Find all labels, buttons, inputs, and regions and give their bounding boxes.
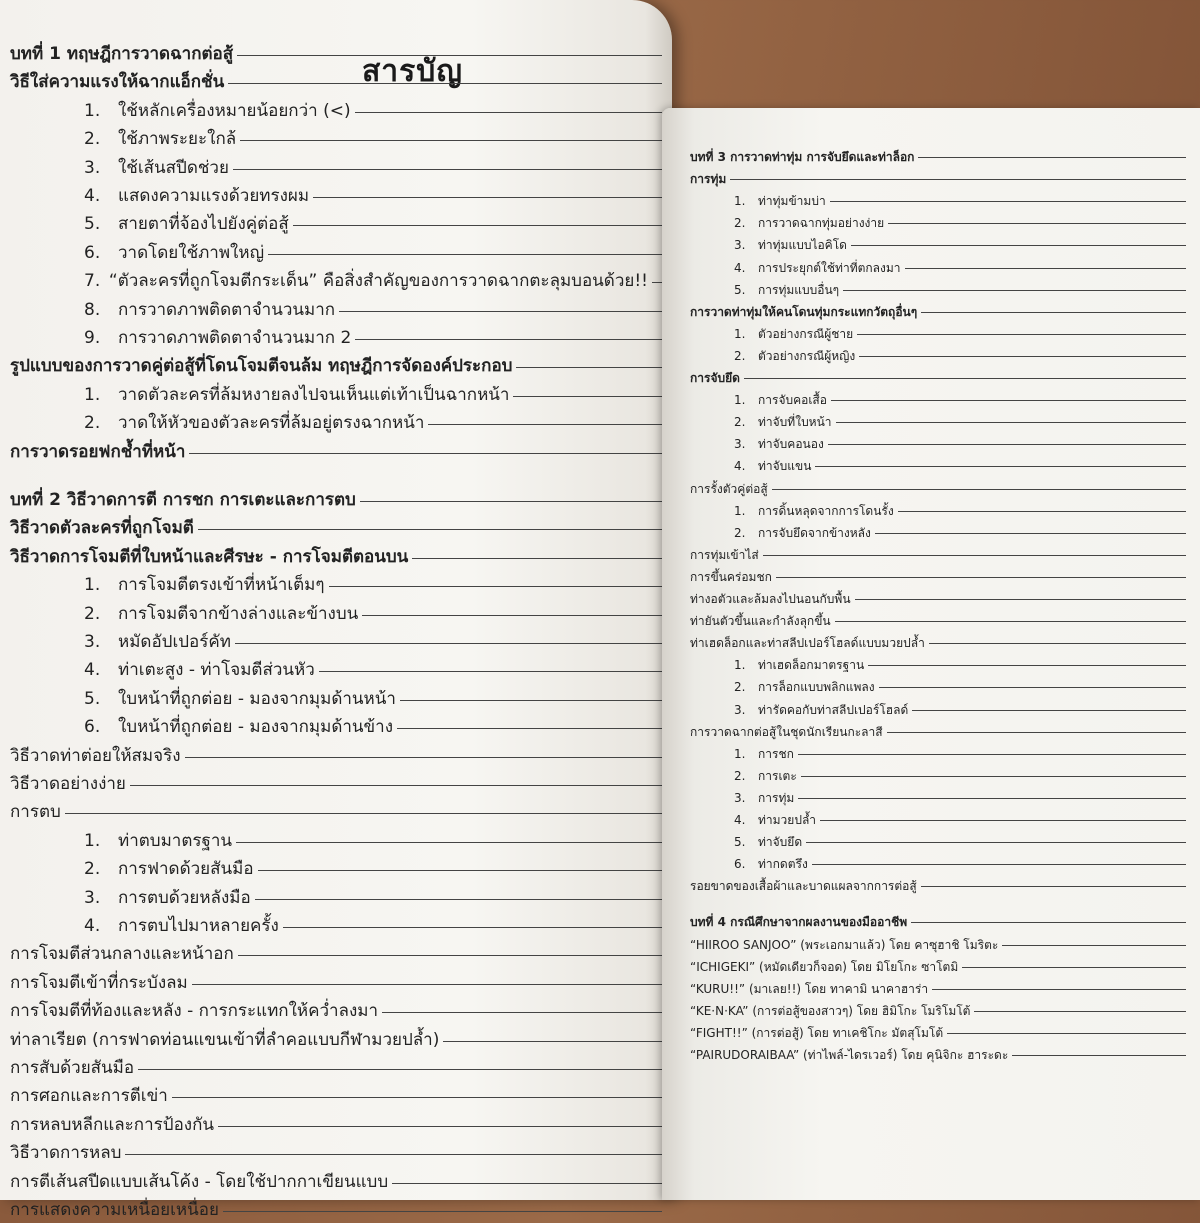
toc-entry bbox=[84, 713, 662, 740]
toc-entry bbox=[10, 1168, 662, 1195]
toc-entry bbox=[10, 1196, 662, 1223]
dot-leader bbox=[1002, 945, 1186, 946]
toc-entry bbox=[734, 855, 1186, 874]
entry-number: 2. bbox=[84, 129, 101, 150]
toc-entry bbox=[10, 486, 662, 513]
toc-entry bbox=[84, 600, 662, 627]
entry-number: 2. bbox=[734, 768, 746, 783]
dot-leader bbox=[921, 886, 1186, 887]
toc-entry bbox=[84, 381, 662, 408]
entry-title: การวาดฉากทุ่มอย่างง่าย bbox=[758, 216, 885, 231]
toc-entry bbox=[84, 827, 662, 854]
dot-leader bbox=[360, 501, 662, 502]
entry-number: 2. bbox=[734, 415, 746, 430]
entry-title: บทที่ 1 ทฤษฎีการวาดฉากต่อสู้ bbox=[10, 44, 234, 64]
entry-title: ท่าลาเรียต (การฟาดท่อนแขนเข้าที่ลำคอแบบกีฬามวยปล้ำ) bbox=[10, 1029, 440, 1050]
dot-leader bbox=[65, 813, 662, 814]
entry-number: 1. bbox=[734, 326, 746, 341]
entry-title: ใช้เส้นสปีดช่วย bbox=[118, 157, 229, 178]
right-page bbox=[662, 108, 1200, 1200]
entry-title: ใบหน้าที่ถูกต่อย - มองจากมุมด้านหน้า bbox=[118, 688, 396, 709]
entry-number: 3. bbox=[734, 238, 746, 253]
entry-title: การตีเส้นสปีดแบบเส้นโค้ง - โดยใช้ปากกาเขียนแบบ bbox=[10, 1171, 389, 1192]
toc-entry bbox=[690, 1024, 1186, 1043]
dot-leader bbox=[255, 899, 662, 900]
toc-entry bbox=[10, 1139, 662, 1166]
entry-title: การเตะ bbox=[758, 768, 797, 783]
toc-entry bbox=[10, 1054, 662, 1081]
toc-entry bbox=[10, 969, 662, 996]
entry-title: การหลบหลีกและการป้องกัน bbox=[10, 1114, 214, 1135]
entry-number: 3. bbox=[734, 437, 746, 452]
toc-entry bbox=[10, 438, 662, 465]
entry-number: 2. bbox=[734, 348, 746, 363]
entry-number: 1. bbox=[84, 575, 101, 596]
dot-leader bbox=[763, 555, 1186, 556]
entry-title: การทุ่ม bbox=[690, 172, 727, 187]
toc-entry bbox=[10, 997, 662, 1024]
toc-entry bbox=[10, 352, 662, 379]
entry-title: ท่าทุ่มข้ามบ่า bbox=[758, 194, 826, 209]
dot-leader bbox=[313, 197, 662, 198]
dot-leader bbox=[776, 577, 1186, 578]
dot-leader bbox=[947, 1033, 1186, 1034]
dot-leader bbox=[258, 870, 662, 871]
toc-entry bbox=[734, 259, 1186, 278]
toc-entry bbox=[734, 281, 1186, 300]
entry-title: วาดให้หัวของตัวละครที่ล้มอยู่ตรงฉากหน้า bbox=[118, 413, 425, 434]
toc-entry bbox=[690, 590, 1186, 609]
entry-number: 6. bbox=[734, 857, 746, 872]
dot-leader bbox=[240, 140, 662, 141]
entry-title: แสดงความแรงด้วยทรงผม bbox=[118, 186, 310, 206]
toc-entry bbox=[734, 435, 1186, 454]
entry-title: การทุ่มแบบอื่นๆ bbox=[758, 282, 840, 297]
toc-entry bbox=[690, 170, 1186, 189]
entry-title: ท่าเฮดล็อกและท่าสลีปเปอร์โฮลด์แบบมวยปล้ำ bbox=[690, 636, 925, 651]
entry-number: 3. bbox=[84, 157, 101, 178]
entry-title: การดิ้นหลุดจากการโดนรั้ง bbox=[758, 503, 894, 518]
dot-leader bbox=[355, 112, 662, 113]
entry-title: ท่างอตัวและล้มลงไปนอนกับพื้น bbox=[690, 592, 851, 606]
entry-title: การวาดรอยฟกช้ำที่หน้า bbox=[10, 441, 186, 462]
dot-leader bbox=[397, 728, 662, 729]
entry-title: การโจมตีตรงเข้าที่หน้าเต็มๆ bbox=[118, 575, 325, 596]
entry-number: 5. bbox=[734, 282, 746, 297]
toc-entry bbox=[690, 612, 1186, 631]
entry-number: 1. bbox=[734, 658, 746, 673]
dot-leader bbox=[918, 157, 1186, 158]
entry-number: 2. bbox=[734, 680, 746, 695]
dot-leader bbox=[962, 967, 1186, 968]
entry-title: การแสดงความเหนื่อยเหนื่อย bbox=[10, 1200, 219, 1220]
entry-title: “KE·N·KA” (การต่อสู้ของสาวๆ) โดย ฮิมิโกะ โมริโมโต้ bbox=[690, 1003, 971, 1018]
toc-entry bbox=[734, 325, 1186, 344]
entry-title: การโจมตีเข้าที่กระบังลม bbox=[10, 972, 188, 993]
entry-title: การประยุกต์ใช้ท่าที่ตกลงมา bbox=[758, 260, 901, 275]
toc-entry bbox=[734, 678, 1186, 697]
entry-title: วิธีวาดการโจมตีที่ใบหน้าและศีรษะ - การโจมตีตอนบน bbox=[10, 546, 409, 567]
entry-title: บทที่ 4 กรณีศึกษาจากผลงานของมืออาชีพ bbox=[690, 915, 908, 930]
dot-leader bbox=[339, 311, 662, 312]
dot-leader bbox=[382, 1012, 662, 1013]
dot-leader bbox=[130, 785, 662, 786]
toc-entry bbox=[84, 628, 662, 655]
toc-entry bbox=[690, 958, 1186, 977]
toc-entry bbox=[690, 936, 1186, 955]
dot-leader bbox=[238, 955, 662, 956]
entry-title: ท่าจับคอนอง bbox=[758, 437, 824, 452]
toc-entry bbox=[690, 877, 1186, 896]
entry-title: ท่ากดตรึง bbox=[758, 857, 808, 872]
entry-title: วิธีวาดตัวละครที่ถูกโจมตี bbox=[10, 518, 194, 539]
entry-number: 1. bbox=[734, 393, 746, 408]
dot-leader bbox=[875, 533, 1186, 534]
toc-entry bbox=[734, 413, 1186, 432]
toc-entry bbox=[734, 524, 1186, 543]
dot-leader bbox=[400, 700, 662, 701]
entry-title: การรั้งตัวคู่ต่อสู้ bbox=[690, 481, 768, 496]
entry-number: 6. bbox=[84, 242, 101, 263]
dot-leader bbox=[921, 312, 1186, 313]
entry-number: 1. bbox=[734, 194, 746, 209]
entry-title: ท่าเฮดล็อกมาตรฐาน bbox=[758, 658, 865, 673]
toc-entry bbox=[84, 125, 662, 152]
toc-entry bbox=[84, 912, 662, 939]
entry-title: วิธีวาดอย่างง่าย bbox=[10, 774, 126, 794]
entry-title: การตบ bbox=[10, 802, 61, 823]
entry-number: 4. bbox=[734, 459, 746, 474]
dot-leader bbox=[223, 1211, 662, 1212]
toc-entry bbox=[690, 546, 1186, 565]
entry-title: “PAIRUDORAIBAA” (ท่าไพล์-ไดรเวอร์) โดย คุนิจิกะ ฮาระดะ bbox=[690, 1048, 1009, 1062]
toc-entry bbox=[10, 770, 662, 797]
dot-leader bbox=[652, 282, 662, 283]
dot-leader bbox=[815, 466, 1186, 467]
toc-entry bbox=[734, 502, 1186, 521]
dot-leader bbox=[898, 511, 1186, 512]
entry-number: 3. bbox=[84, 887, 101, 908]
toc-entry bbox=[690, 1002, 1186, 1021]
entry-title: การตบไปมาหลายครั้ง bbox=[118, 916, 279, 936]
entry-title: การวาดภาพติดตาจำนวนมาก bbox=[118, 299, 336, 320]
entry-title: การทุ่ม bbox=[758, 790, 795, 805]
toc-entry bbox=[690, 980, 1186, 999]
dot-leader bbox=[355, 339, 662, 340]
entry-title: ท่าทุ่มแบบไอคิโด bbox=[758, 238, 847, 253]
entry-title: การตบด้วยหลังมือ bbox=[118, 887, 251, 908]
toc-entry bbox=[10, 798, 662, 825]
dot-leader bbox=[268, 254, 662, 255]
dot-leader bbox=[798, 754, 1186, 755]
entry-title: การทุ่มเข้าไส่ bbox=[690, 547, 759, 562]
toc-entry bbox=[690, 913, 1186, 932]
entry-title: วิธีใส่ความแรงให้ฉากแอ็กชั่น bbox=[10, 72, 225, 93]
toc-entry bbox=[10, 1082, 662, 1109]
dot-leader bbox=[744, 378, 1186, 379]
entry-title: บทที่ 3 การวาดท่าทุ่ม การจับยึดและท่าล็อก bbox=[690, 150, 915, 164]
entry-title: รูปแบบของการวาดคู่ต่อสู้ที่โดนโจมตีจนล้ม ทฤษฎีการจัดองค์ประกอบ bbox=[10, 356, 513, 377]
entry-title: การล็อกแบบพลิกแพลง bbox=[758, 680, 875, 695]
dot-leader bbox=[392, 1183, 662, 1184]
toc-entry bbox=[84, 409, 662, 436]
dot-leader bbox=[329, 586, 662, 587]
toc-entry bbox=[84, 685, 662, 712]
entry-title: ท่ารัดคอกับท่าสลีปเปอร์โฮลด์ bbox=[758, 702, 909, 717]
entry-title: สายตาที่จ้องไปยังคู่ต่อสู้ bbox=[118, 214, 289, 235]
entry-title: การชก bbox=[758, 746, 794, 761]
entry-title: ท่าจับแขน bbox=[758, 459, 812, 474]
entry-title: การสับด้วยสันมือ bbox=[10, 1058, 135, 1078]
entry-title: การจับคอเสื้อ bbox=[758, 393, 827, 408]
entry-title: ท่ายันตัวขึ้นและกำลังลุกขึ้น bbox=[690, 614, 831, 629]
toc-entry bbox=[690, 634, 1186, 653]
toc-entry bbox=[734, 833, 1186, 852]
entry-title: ตัวอย่างกรณีผู้ชาย bbox=[758, 326, 854, 341]
entry-title: ท่าจับยึด bbox=[758, 835, 803, 850]
dot-leader bbox=[772, 489, 1186, 490]
dot-leader bbox=[929, 643, 1186, 644]
entry-title: ใช้หลักเครื่องหมายน้อยกว่า (<) bbox=[118, 100, 351, 121]
entry-number: 2. bbox=[734, 525, 746, 540]
entry-number: 8. bbox=[84, 299, 101, 320]
toc-entry bbox=[84, 97, 662, 124]
dot-leader bbox=[974, 1011, 1186, 1012]
toc-entry bbox=[84, 855, 662, 882]
toc-entry bbox=[734, 767, 1186, 786]
dot-leader bbox=[516, 367, 662, 368]
entry-number: 2. bbox=[84, 413, 101, 434]
dot-leader bbox=[138, 1069, 662, 1070]
entry-number: 7. bbox=[84, 271, 101, 292]
dot-leader bbox=[905, 268, 1186, 269]
toc-entry bbox=[734, 789, 1186, 808]
entry-number: 2. bbox=[84, 603, 101, 624]
toc-entry bbox=[734, 811, 1186, 830]
dot-leader bbox=[888, 223, 1186, 224]
entry-number: 3. bbox=[734, 790, 746, 805]
dot-leader bbox=[843, 290, 1186, 291]
toc-entry bbox=[10, 514, 662, 541]
entry-title: การวาดฉากต่อสู้ในชุดนักเรียนกะลาสี bbox=[690, 724, 883, 739]
entry-title: การขึ้นคร่อมชก bbox=[690, 569, 772, 584]
entry-title: “ICHIGEKI” (หมัดเดียวก็จอด) โดย มิโยโกะ ซาโตมิ bbox=[690, 959, 959, 974]
toc-entry bbox=[690, 303, 1186, 322]
entry-title: ท่าตบมาตรฐาน bbox=[118, 830, 233, 851]
dot-leader bbox=[428, 424, 662, 425]
entry-title: วาดโดยใช้ภาพใหญ่ bbox=[118, 242, 265, 263]
dot-leader bbox=[228, 83, 662, 84]
toc-entry bbox=[734, 745, 1186, 764]
dot-leader bbox=[887, 732, 1186, 733]
dot-leader bbox=[293, 225, 662, 226]
entry-title: “ตัวละครที่ถูกโจมตีกระเด็น” คือสิ่งสำคัญของการวาดฉากตะลุมบอนด้วย!! bbox=[108, 271, 648, 292]
dot-leader bbox=[198, 529, 662, 530]
dot-leader bbox=[192, 984, 662, 985]
dot-leader bbox=[730, 179, 1186, 180]
dot-leader bbox=[857, 334, 1186, 335]
entry-title: บทที่ 2 วิธีวาดการตี การชก การเตะและการตบ bbox=[10, 490, 356, 510]
dot-leader bbox=[836, 422, 1186, 423]
dot-leader bbox=[932, 989, 1186, 990]
toc-entry bbox=[84, 182, 662, 209]
entry-title: การจับยึดจากข้างหลัง bbox=[758, 525, 871, 540]
entry-title: การวาดภาพติดตาจำนวนมาก 2 bbox=[118, 328, 352, 348]
entry-number: 4. bbox=[84, 916, 101, 936]
dot-leader bbox=[233, 169, 662, 170]
dot-leader bbox=[319, 671, 662, 672]
toc-entry bbox=[734, 701, 1186, 720]
entry-title: ท่าจับที่ใบหน้า bbox=[758, 415, 832, 430]
dot-leader bbox=[831, 400, 1186, 401]
entry-title: การโจมตีที่ท้องและหลัง - การกระแทกให้คว่ำลงมา bbox=[10, 1001, 379, 1022]
dot-leader bbox=[1012, 1055, 1186, 1056]
dot-leader bbox=[412, 558, 662, 559]
entry-number: 4. bbox=[734, 813, 746, 827]
toc-entry bbox=[734, 214, 1186, 233]
dot-leader bbox=[513, 396, 662, 397]
dot-leader bbox=[237, 55, 662, 56]
dot-leader bbox=[859, 356, 1186, 357]
toc-entry bbox=[10, 742, 662, 769]
dot-leader bbox=[879, 687, 1186, 688]
toc-entry bbox=[690, 480, 1186, 499]
entry-number: 9. bbox=[84, 328, 101, 348]
toc-entry bbox=[10, 68, 662, 95]
toc-entry bbox=[84, 884, 662, 911]
dot-leader bbox=[828, 444, 1186, 445]
toc-entry bbox=[690, 369, 1186, 388]
entry-title: การวาดท่าทุ่มให้คนโดนทุ่มกระแทกวัตถุอื่นๆ bbox=[690, 304, 918, 319]
dot-leader bbox=[912, 710, 1186, 711]
entry-number: 2. bbox=[84, 859, 101, 880]
dot-leader bbox=[218, 1126, 662, 1127]
entry-title: ตัวอย่างกรณีผู้หญิง bbox=[758, 348, 856, 363]
toc-entry bbox=[84, 239, 662, 266]
entry-title: “FIGHT!!” (การต่อสู้) โดย ทาเคชิโกะ มัตสุโมโต้ bbox=[690, 1025, 944, 1040]
toc-entry bbox=[690, 568, 1186, 587]
dot-leader bbox=[235, 643, 662, 644]
toc-entry bbox=[84, 154, 662, 181]
entry-number: 2. bbox=[734, 216, 746, 231]
entry-title: ใช้ภาพระยะใกล้ bbox=[118, 129, 237, 150]
toc-entry bbox=[10, 1026, 662, 1053]
entry-number: 1. bbox=[84, 384, 101, 405]
toc-entry bbox=[734, 457, 1186, 476]
dot-leader bbox=[798, 798, 1186, 799]
toc-entry bbox=[10, 1111, 662, 1138]
entry-number: 3. bbox=[734, 702, 746, 717]
entry-number: 4. bbox=[84, 660, 101, 681]
entry-title: การจับยึด bbox=[690, 371, 740, 385]
toc-entry bbox=[84, 571, 662, 598]
entry-title: ท่าเตะสูง - ท่าโจมตีส่วนหัว bbox=[118, 660, 315, 681]
entry-title: วิธีวาดท่าต่อยให้สมจริง bbox=[10, 745, 181, 766]
entry-title: ใบหน้าที่ถูกต่อย - มองจากมุมด้านข้าง bbox=[118, 717, 394, 738]
toc-entry bbox=[690, 148, 1186, 167]
toc-entry bbox=[734, 391, 1186, 410]
toc-entry bbox=[84, 296, 662, 323]
entry-title: การโจมตีจากข้างล่างและข้างบน bbox=[118, 603, 359, 624]
entry-title: “KURU!!” (มาเลย!!) โดย ทาคามิ นาคาฮาร่า bbox=[690, 981, 929, 996]
entry-number: 4. bbox=[84, 186, 101, 206]
toc-entry bbox=[690, 723, 1186, 742]
toc-entry bbox=[84, 656, 662, 683]
dot-leader bbox=[189, 453, 662, 454]
dot-leader bbox=[806, 842, 1186, 843]
dot-leader bbox=[185, 757, 663, 758]
entry-number: 5. bbox=[734, 835, 746, 850]
entry-number: 6. bbox=[84, 717, 101, 738]
dot-leader bbox=[855, 599, 1186, 600]
dot-leader bbox=[125, 1154, 662, 1155]
toc-entry bbox=[734, 236, 1186, 255]
dot-leader bbox=[236, 842, 662, 843]
toc-entry bbox=[734, 656, 1186, 675]
entry-title: วาดตัวละครที่ล้มหงายลงไปจนเห็นแต่เท้าเป็นฉากหน้า bbox=[118, 384, 510, 405]
entry-number: 5. bbox=[84, 214, 101, 235]
toc-entry bbox=[84, 324, 662, 351]
toc-entry bbox=[10, 940, 662, 967]
entry-title: การศอกและการตีเข่า bbox=[10, 1086, 168, 1107]
dot-leader bbox=[830, 201, 1186, 202]
entry-title: “HIIROO SANJOO” (พระเอกมาแล้ว) โดย คาซุฮาชิ โมริตะ bbox=[690, 937, 999, 952]
entry-number: 1. bbox=[84, 100, 101, 121]
entry-number: 1. bbox=[734, 503, 746, 518]
dot-leader bbox=[851, 245, 1186, 246]
dot-leader bbox=[835, 621, 1186, 622]
entry-title: การฟาดด้วยสันมือ bbox=[118, 859, 254, 880]
dot-leader bbox=[812, 864, 1186, 865]
toc-entry bbox=[84, 210, 662, 237]
dot-leader bbox=[172, 1097, 662, 1098]
toc-entry bbox=[84, 267, 662, 294]
entry-number: 5. bbox=[84, 688, 101, 709]
dot-leader bbox=[443, 1041, 662, 1042]
entry-number: 1. bbox=[734, 746, 746, 761]
dot-leader bbox=[911, 922, 1186, 923]
entry-number: 1. bbox=[84, 830, 101, 851]
entry-number: 3. bbox=[84, 632, 101, 652]
dot-leader bbox=[362, 615, 662, 616]
dot-leader bbox=[820, 820, 1186, 821]
entry-title: วิธีวาดการหลบ bbox=[10, 1143, 122, 1164]
toc-entry bbox=[734, 192, 1186, 211]
page-title: สารบัญ bbox=[362, 54, 463, 89]
toc-entry bbox=[10, 40, 662, 67]
toc-entry bbox=[10, 543, 662, 570]
toc-entry bbox=[690, 1046, 1186, 1065]
dot-leader bbox=[283, 927, 662, 928]
toc-entry bbox=[734, 347, 1186, 366]
dot-leader bbox=[868, 665, 1186, 666]
entry-title: ท่ามวยปล้ำ bbox=[758, 813, 817, 827]
entry-title: การโจมตีส่วนกลางและหน้าอก bbox=[10, 944, 234, 965]
entry-title: หมัดอัปเปอร์คัท bbox=[118, 632, 231, 652]
entry-title: รอยขาดของเสื้อผ้าและบาดแผลจากการต่อสู้ bbox=[690, 879, 917, 894]
dot-leader bbox=[801, 776, 1186, 777]
entry-number: 4. bbox=[734, 260, 746, 275]
